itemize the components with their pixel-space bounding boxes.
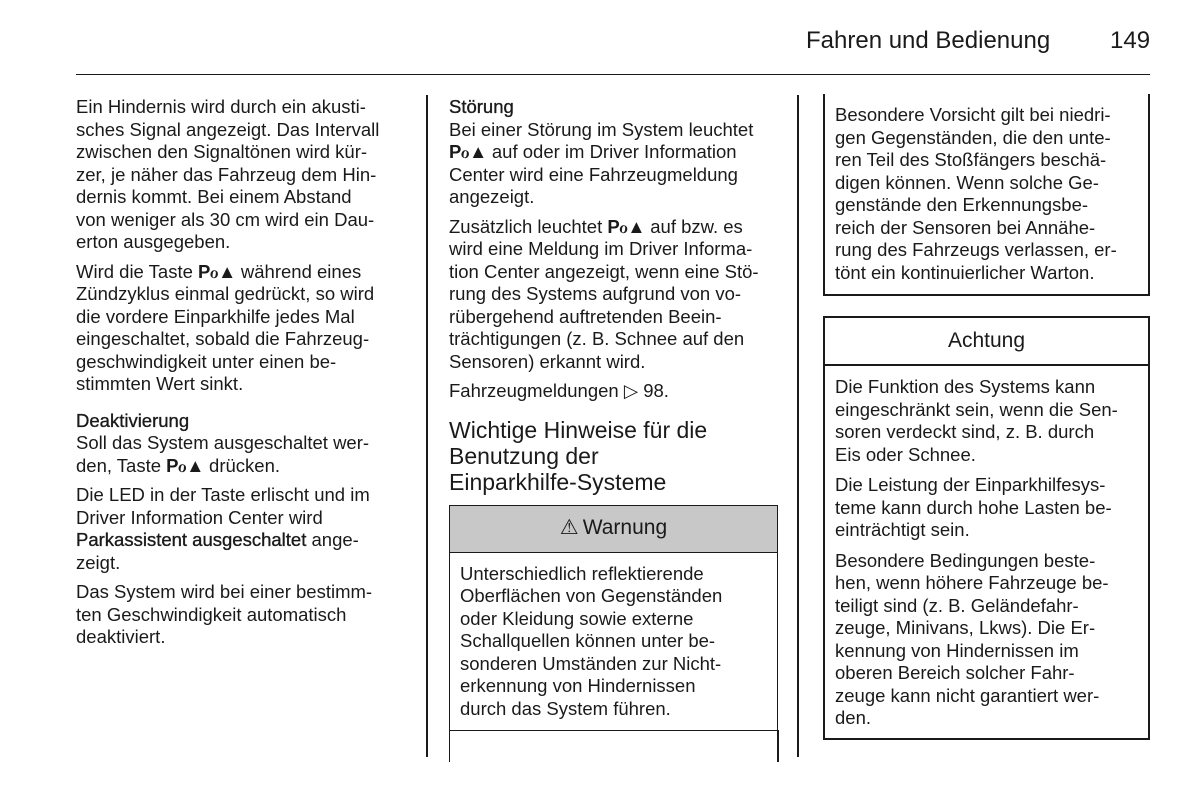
park-assist-symbol-icon: Pℴ▲ [607,215,646,237]
column-1 [76,96,406,656]
caution-title: Achtung [947,328,1026,352]
warning-box [449,505,778,732]
text-segment: während eines Zündzyklus einmal gedrückt, so wird die vordere Einparkhilfe jedes Mal eingeschaltet, sobald die Fahrzeug- geschwindigkeit unter einen be- stimmten Wert sinkt. [76,260,375,394]
column-divider [426,95,428,757]
park-assist-symbol-icon: Pℴ▲ [166,454,204,476]
warning-continued-text: Besondere Vorsicht gilt bei niedri- gen Gegenständen, die den unte- ren Teil des Stoßfängers beschä- digen können. Wenn solche Ge- genstände den Erkennungsbe- reich der Sensoren bei Annähe- rung des Fahrzeugs verlassen, er- tönt ein kontinuierlicher Warton. [835,104,1117,283]
caution-box [823,316,1150,740]
column-3 [823,94,1150,740]
text-segment: auf bzw. es wird eine Meldung im Driver Informa- tion Center angezeigt, wenn eine Stö- rung des Systems aufgrund von vo- rübergehend auftretenden Beein- trächtigungen (z. B. Schnee auf den Sensoren) erkannt wird. [449,215,759,372]
text-segment: Zusätzlich leuchtet [449,215,608,237]
page-reference-link[interactable]: 98. [638,380,669,401]
section-heading-important-notes: Wichtige Hinweise für die Benutzung der Einparkhilfe-Systeme [449,416,708,495]
caution-paragraph-higher-vehicles: Besondere Bedingungen beste- hen, wenn höhere Fahrzeuge be- teiligt sind (z. B. Geländefahr- zeuge, Minivans, Lkws). Die Er- kennung von Hindernissen im oberen Bereich solcher Fahr- zeuge kann nicht garantiert wer- den. [835,549,1109,728]
caution-paragraph-loads: Die Leistung der Einparkhilfesys- teme kann durch hohe Lasten be- einträchtigt sein. [835,474,1112,540]
warning-box-continued [823,94,1150,296]
text-segment: auf oder im Driver Information Center wird eine Fahrzeugmeldung angezeigt. [449,141,738,207]
header-rule [76,74,1150,75]
paragraph-button-press [76,261,406,396]
paragraph-vehicle-messages-ref [449,380,784,403]
paragraph-obstacle-signal: Ein Hindernis wird durch ein akusti- sches Signal angezeigt. Das Intervall zwischen den Signaltönen wird kür- zer, je näher das Fahrzeug dem Hin- dernis kommt. Bei einem Abstand von weniger als 30 cm wird ein Dau- erton ausgegeben. [76,96,380,252]
text-segment: Fahrzeugmeldungen [449,380,624,401]
paragraph-temporary-fault [449,216,784,374]
heading-deactivation: Deaktivierung [76,409,190,431]
paragraph-auto-deactivate: Das System wird bei einer bestimm- ten Geschwindigkeit automatisch deaktiviert. [76,581,373,647]
warning-triangle-icon: ⚠ [559,516,579,540]
paragraph-led-off [76,484,406,574]
warning-box-continuation-left [449,730,451,762]
text-segment: Die LED in der Taste erlischt und im Driver Information Center wird [76,484,370,528]
page-number: 149 [1110,27,1151,54]
text-segment: Bei einer Störung im System leuchtet [449,118,754,140]
paragraph-fault [449,119,784,209]
heading-fault: Störung [449,96,514,117]
text-segment: Soll das System ausgeschaltet wer- den, Taste [76,432,370,476]
park-assist-symbol-icon: Pℴ▲ [449,141,487,162]
warning-header [450,506,777,553]
column-divider [797,95,799,757]
warning-title: Warnung [582,516,668,540]
warning-box-continuation-right [777,730,779,762]
caution-body [825,366,1148,730]
text-segment: drücken. [203,454,281,476]
caution-paragraph-sensors: Die Funktion des Systems kann eingeschränkt sein, wenn die Sen- soren verdeckt sind, z. B. durch Eis oder Schnee. [835,376,1118,465]
paragraph-deactivate [76,432,406,477]
text-segment: Wird die Taste [76,260,199,282]
warning-text: Unterschiedlich reflektierende Oberflächen von Gegenständen oder Kleidung sowie externe Schallquellen können unter be- sonderen Umständen zur Nicht- erkennung von Hindernissen durch das System führen. [460,562,723,719]
message-parkassistent-off: Parkassistent ausgeschaltet [76,529,307,550]
page-reference-arrow-icon: ▷ [623,380,639,401]
park-assist-symbol-icon: Pℴ▲ [198,260,236,282]
column-2 [449,96,784,731]
text-segment: ange- zeigt. [76,529,359,573]
warning-body [450,553,777,731]
page-header-title: Fahren und Bedienung [806,27,1051,54]
caution-header [825,318,1148,366]
